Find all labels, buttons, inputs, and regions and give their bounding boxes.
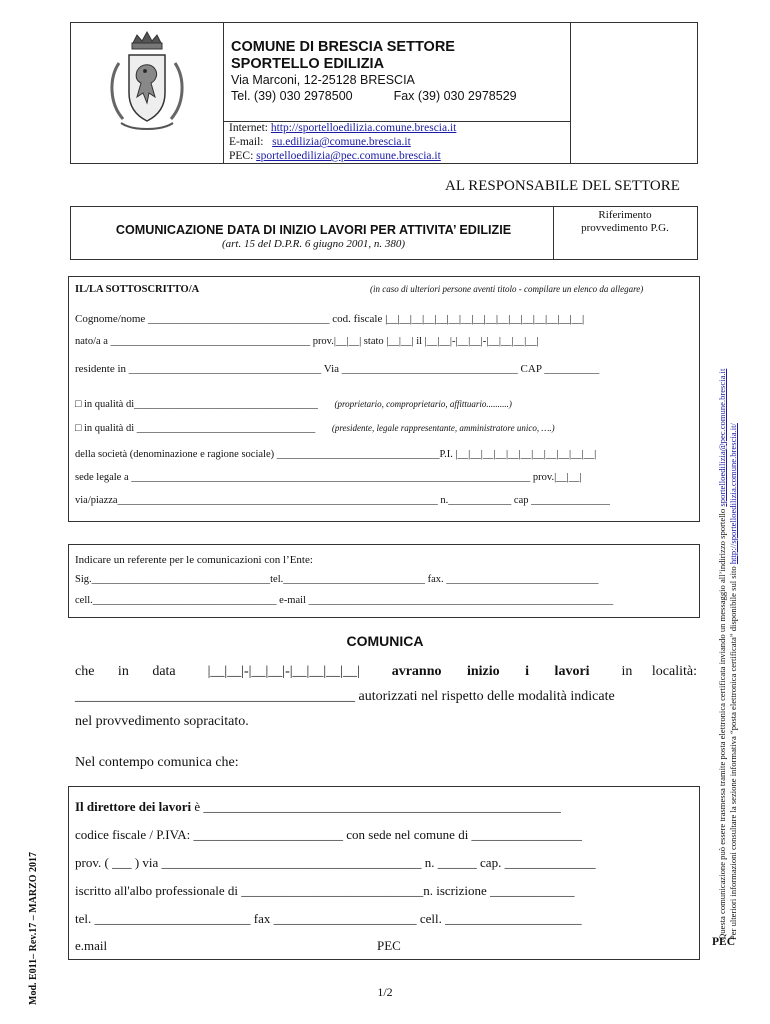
side-note-text1: Questa comunicazione può essere trasmessa tramite posta elettronica certificata inviando un messaggio all’indirizzo sportello (717, 508, 727, 940)
internet-label: Internet: (229, 122, 268, 134)
page-number: 1/2 (377, 985, 393, 999)
module-code-text: Mod. E011– Rev.17 – MARZO 2017 (28, 851, 39, 1005)
title-divider (553, 207, 554, 259)
pec-link[interactable]: sportelloedilizia@pec.comune.brescia.it (256, 150, 441, 162)
locality-label: in località: (621, 664, 697, 679)
contact-row-1[interactable]: Sig.__________________________________tel.___________________________ fax. _____________________________ (75, 574, 599, 585)
residence-row[interactable]: residente in ___________________________________ Via ________________________________ CAP __________ (75, 363, 600, 375)
comunica-heading: COMUNICA (346, 633, 424, 649)
role-checkbox-2[interactable]: □ in qualità di __________________________________ (75, 423, 316, 434)
side-note-line2 (728, 180, 739, 940)
meanwhile-line: Nel contempo comunica che: (75, 755, 239, 770)
role-note-1: (proprietario, comproprietario, affittuario..........) (334, 399, 512, 409)
company-row[interactable]: della società (denominazione e ragione sociale) _______________________________P.I. |__|__|__|__|__|__|__|__|__|__|__| (75, 449, 597, 460)
contact-person-section (68, 544, 700, 618)
director-email-label: e.mail (75, 938, 108, 953)
contact-intro: Indicare un referente per le comunicazioni con l’Ente: (75, 554, 313, 566)
module-code (28, 852, 39, 1005)
email-link[interactable]: su.edilizia@comune.brescia.it (272, 136, 411, 148)
title-box (70, 206, 698, 260)
start-date-label: che in data (75, 664, 176, 679)
address-text: Via Marconi, 12-25128 BRESCIA (231, 73, 415, 87)
logo-cell (71, 23, 224, 163)
document-subtitle: (art. 15 del D.P.R. 6 giugno 2001, n. 380) (221, 238, 406, 250)
internet-row (229, 121, 456, 135)
director-name-row[interactable] (75, 799, 561, 815)
signatory-heading: IL/LA SOTTOSCRITTO/A (75, 284, 200, 295)
signatory-heading-note: (in caso di ulteriori persone aventi titolo - compilare un elenco da allegare) (370, 284, 644, 294)
contact-row-2[interactable]: cell.___________________________________ e-mail __________________________________________________________ (75, 595, 614, 606)
role-row-1[interactable] (75, 399, 512, 410)
org-address (231, 72, 517, 104)
internet-link[interactable]: http://sportelloedilizia.comune.brescia.it (270, 122, 457, 134)
role-row-2[interactable] (75, 423, 555, 434)
signatory-heading-row (75, 283, 644, 295)
contacts-block (229, 121, 456, 163)
org-title-line2: SPORTELLO EDILIZIA (231, 56, 385, 72)
org-title (231, 39, 455, 73)
empty-header-cell (570, 23, 697, 163)
registered-office-row[interactable]: sede legale a ____________________________________________________________________________ prov.|__|__| (75, 472, 582, 483)
street-row[interactable]: via/piazza_____________________________________________________________ n.____________ cap _______________ (75, 495, 610, 506)
email-label: E-mail: (229, 136, 264, 148)
pec-row (229, 149, 456, 163)
fiscal-code-boxes[interactable]: |__|__|__|__|__|__|__|__|__|__|__|__|__|__|__|__| (385, 313, 584, 325)
pec-label: PEC: (229, 150, 254, 162)
director-label: Il direttore dei lavori (75, 799, 192, 814)
reference-cell (555, 209, 695, 235)
phone-fax (231, 88, 517, 104)
pec-margin-label: PEC (712, 936, 735, 948)
director-phone-row[interactable]: tel. ________________________ fax ______________________ cell. _____________________ (75, 911, 582, 926)
email-row (229, 135, 456, 149)
birth-row[interactable]: nato/a a ______________________________________ prov.|__|__| stato |__|__| il |__|__|-|__|__|-|__|__|__|__| (75, 336, 539, 347)
document-title: COMUNICAZIONE DATA DI INIZIO LAVORI PER ATTIVITA’ EDILIZIE (115, 223, 512, 237)
role-note-2: (presidente, legale rappresentante, amministratore unico, ….) (331, 423, 555, 433)
provision-line: nel provvedimento sopracitato. (75, 714, 249, 729)
works-director-section (68, 786, 700, 960)
name-field[interactable]: Cognome/nome _________________________________ cod. fiscale (75, 313, 383, 325)
start-date-line[interactable] (75, 664, 697, 680)
director-tax-row[interactable]: codice fiscale / P.IVA: _______________________ con sede nel comune di _________________ (75, 827, 583, 842)
director-address-row[interactable]: prov. ( ___ ) via ________________________________________ n. ______ cap. ______________ (75, 855, 596, 870)
director-email-row[interactable] (75, 938, 401, 954)
works-start-text: avranno inizio i lavori (391, 664, 590, 679)
signatory-section (68, 276, 700, 522)
name-fiscal-code-row[interactable] (75, 313, 584, 325)
fax-text: Fax (39) 030 2978529 (393, 89, 517, 103)
side-note-line1 (717, 180, 728, 940)
reference-line2: provvedimento P.G. (581, 222, 669, 234)
director-pec-label: PEC (377, 938, 401, 953)
org-title-line1: COMUNE DI BRESCIA SETTORE (231, 39, 455, 55)
reference-line1: Riferimento (598, 209, 652, 221)
director-name-field[interactable]: è _______________________________________________________ (191, 799, 561, 814)
side-note-pec-link[interactable]: sportelloedilizia@pec.comune.brescia.it (717, 368, 727, 507)
pec-side-note (717, 180, 739, 940)
director-register-row[interactable]: iscritto all'albo professionale di ____________________________n. iscrizione _____________ (75, 883, 575, 898)
side-note-site-link[interactable]: http://sportelloedilizia.comune.brescia.it/ (728, 423, 738, 565)
coat-of-arms-logo (71, 23, 223, 163)
locality-line[interactable]: ________________________________________ autorizzati nel rispetto delle modalità indicate (75, 689, 615, 704)
start-date-boxes[interactable]: |__|__|-|__|__|-|__|__|__|__| (207, 664, 360, 679)
phone-text: Tel. (39) 030 2978500 (231, 89, 353, 103)
recipient-line: AL RESPONSABILE DEL SETTORE (445, 178, 680, 194)
side-note-text2: Per ulteriori informazioni consultare la sezione informativa “posta elettronica certificata” disponibile sul sito (728, 566, 738, 940)
header-box (70, 22, 698, 164)
role-checkbox-1[interactable]: □ in qualità di___________________________________ (75, 399, 318, 410)
